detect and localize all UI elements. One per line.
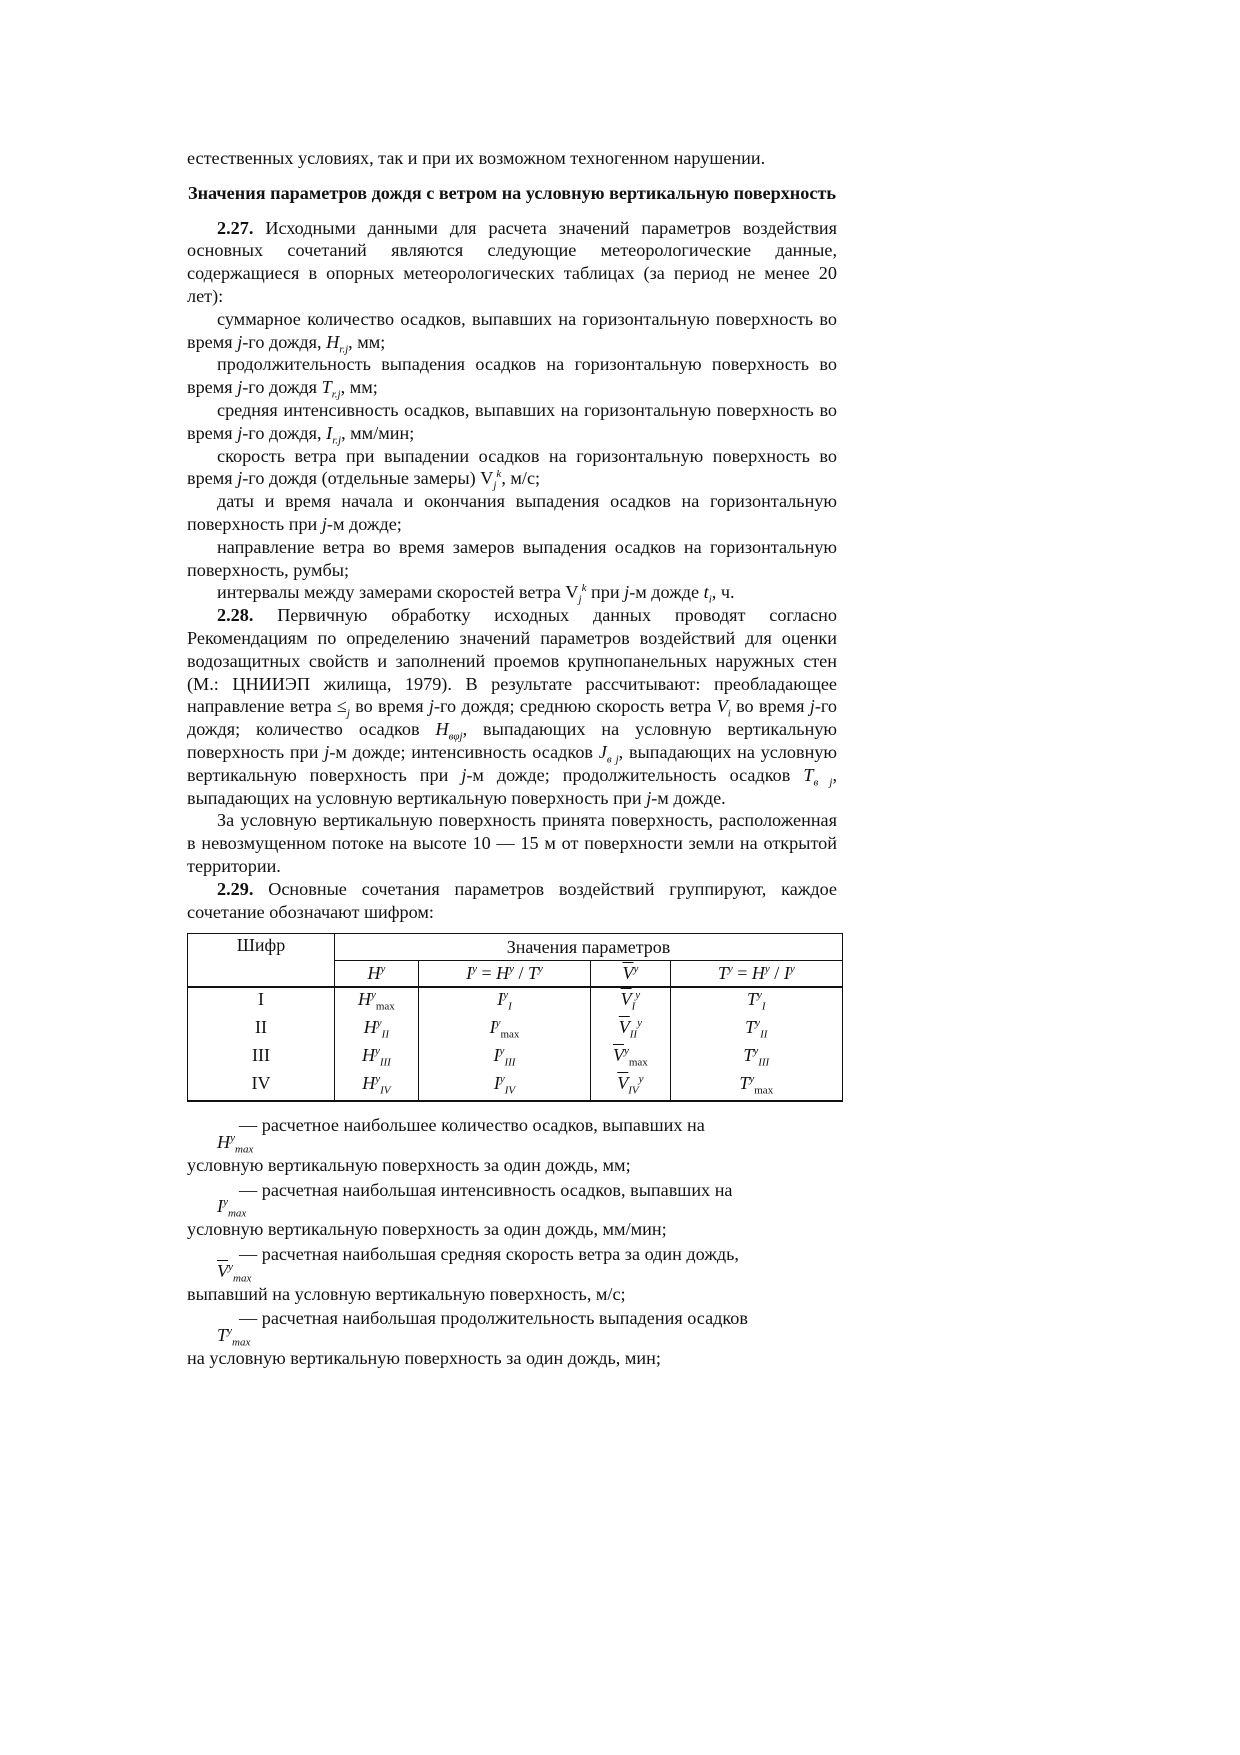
column-header-group: Значения параметров [335, 934, 843, 960]
table-row: IV $H^y_{IV}$ $I^y_{IV}$ $\overline{V}_{IV}^y$ $T^y_{max}$ [188, 1072, 843, 1101]
definition-text: условную вертикальную поверхность за один дождь, мм; [187, 1154, 631, 1175]
definition-v-max: — расчетная наибольшая средняя скорость ветра за один дождь, [239, 1244, 739, 1265]
list-item-intensity: средняя интенсивность осадков, выпавших на горизонтальную поверхность во время j-го дождя, $I_{r.j}$, мм/мин; [187, 399, 837, 447]
list-item-duration: продолжительность выпадения осадков на горизонтальную поверхность во время j-го дождя $T_{r.j}$, мм; [187, 354, 837, 401]
subheader-i: $I^y = H^y / T^y$ [418, 960, 590, 987]
definition-t-max: — расчетная наибольшая продолжительность выпадения осадков [239, 1308, 748, 1329]
definition-i-max: — расчетная наибольшая интенсивность осадков, выпавших на [239, 1179, 733, 1200]
parameters-table [187, 933, 843, 1102]
paragraph-text: Исходными данными для расчета значений параметров воздействия основных сочетаний являются следующие метеорологические данные, содержащиеся в опорных метеорологических таблицах (за период не менее 20 лет): [187, 217, 837, 306]
definition-h-max: — расчетное наибольшее количество осадков, выпавших на [239, 1115, 705, 1136]
section-heading: Значения параметров дождя с ветром на условную вертикальную поверхность [187, 182, 837, 203]
subheader-t: $T^y = H^y / I^y$ [670, 960, 842, 987]
table-row: II $H^y_{II}$ $I^y_{max}$ $\overline{V}_{II}^y$ $T^y_{II}$ [188, 1016, 843, 1044]
definition-text: выпавший на условную вертикальную поверхность, м/с; [187, 1283, 626, 1304]
list-item-dates: даты и время начала и окончания выпадения осадков на горизонтальную поверхность при j-м дожде; [187, 491, 837, 534]
clause-number: 2.29. [217, 878, 254, 899]
column-header-code: Шифр [188, 934, 335, 988]
paragraph-2-27 [187, 217, 837, 308]
intro-paragraph: естественных условиях, так и при их возможном техногенном нарушении. [187, 148, 766, 168]
table-row: I $H^y_{max}$ $I^y_I$ $\overline{V}_I^y$ $T^y_I$ [188, 987, 843, 1016]
document-page [187, 147, 837, 1370]
definition-text: условную вертикальную поверхность за один дождь, мм/мин; [187, 1219, 667, 1240]
clause-number: 2.27. [217, 217, 254, 238]
paragraph-2-29: 2.29. Основные сочетания параметров воздействий группируют, каждое сочетание обозначают шифром: [187, 878, 837, 922]
list-item-wind-speed: скорость ветра при выпадении осадков на горизонтальную поверхность во время j-го дождя (отдельные замеры) $V_j^k$, м/с; [187, 445, 837, 492]
row-code: III [188, 1044, 335, 1072]
row-code: IV [188, 1072, 335, 1101]
table-row: III $H^y_{III}$ $I^y_{III}$ $\overline{V}^y_{max}$ $T^y_{III}$ [188, 1044, 843, 1072]
definitions-list: — расчетное наибольшее количество осадков, выпавших на $H^y_{max}$ условную вертикальную поверхность за один дождь, мм; — расчетная наибольшая интенсивность осадков, выпавших на $I^y_{max}$ условную вертикальную поверхность за один дождь, мм/мин; — расчетная наибольшая средняя скорость ветра за один дождь, $\overline{V}^y_{max}$ выпавший на условную вертикальную поверхность, м/с; — расчетная наибольшая продолжительность выпадения осадков $T^y_{max}$ на условную вертикальную поверхность за один дождь, мин; [187, 1114, 837, 1370]
subheader-h: $H^y$ [335, 960, 419, 987]
row-code: I [188, 987, 335, 1016]
definition-text: на условную вертикальную поверхность за один дождь, мин; [187, 1348, 661, 1369]
list-item-intervals: интервалы между замерами скоростей ветра $V_j^k$ при j-м дожде $t_i$, ч. [217, 582, 735, 606]
clause-number: 2.28. [217, 605, 254, 626]
list-item-total-precipitation: суммарное количество осадков, выпавших на горизонтальную поверхность во время j-го дождя, $H_{r.j}$, мм; [187, 308, 837, 356]
list-item-wind-direction: направление ветра во время замеров выпадения осадков на горизонтальную поверхность, румбы; [187, 536, 837, 580]
paragraph-surface-definition: За условную вертикальную поверхность принята поверхность, расположенная в невозмущенном потоке на высоте 10 — 15 м от поверхности земли на открытой территории. [187, 810, 837, 876]
subheader-v: $\overline{V}^y$ [591, 960, 670, 987]
row-code: II [188, 1016, 335, 1044]
paragraph-2-28: 2.28. Первичную обработку исходных данных проводят согласно Рекомендациям по определению значений параметров воздействий для оценки водозащитных свойств и заполнений проемов крупнопанельных наружных стен (М.: ЦНИИЭП жилища, 1979). В результате рассчитывают: преобладающее направление ветра $\le_j$ во время j-го дождя; среднюю скорость ветра $V_i$ во время j-го дождя; количество осадков $H_{в\varphi j}$, выпадающих на условную вертикальную поверхность при j-м дожде; интенсивность осадков $J_{в j}$, выпадающих на условную вертикальную поверхность при j-м дожде; продолжительность осадков $T_{в j}$, выпадающих на условную вертикальную поверхность при j-м дожде. [187, 605, 838, 808]
